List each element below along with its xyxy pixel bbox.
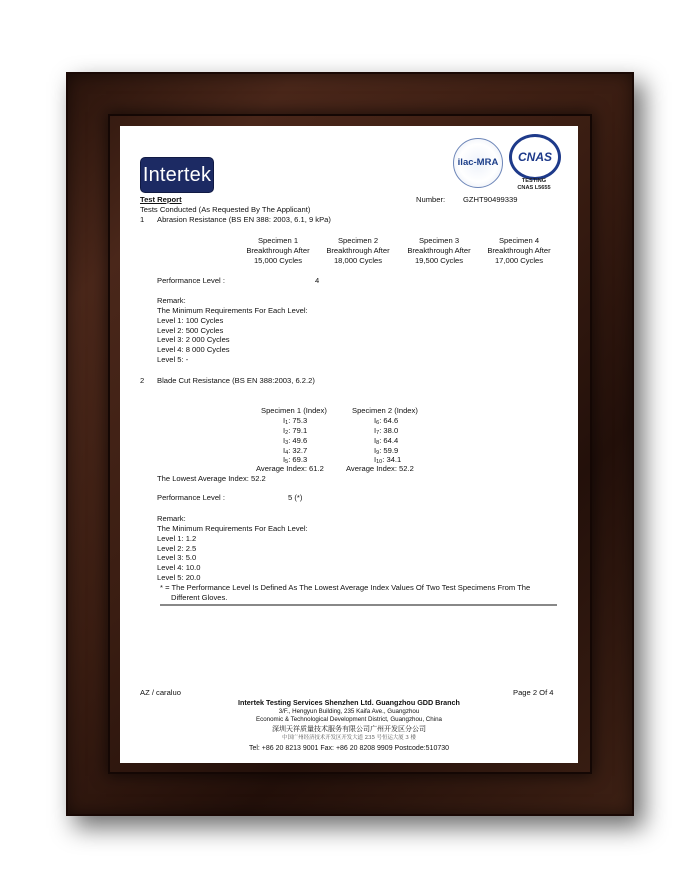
- note-line2: Different Gloves.: [171, 593, 228, 602]
- index-subscript: 1: [285, 420, 289, 426]
- index-symbol: I: [374, 435, 377, 445]
- index-value: : 79.1: [288, 425, 308, 435]
- index-row: [374, 446, 401, 456]
- footer-address2: Economic & Technological Development District, Guangzhou, China: [256, 716, 442, 723]
- section2-number: 2: [140, 376, 145, 385]
- index-subscript: 10: [376, 459, 383, 466]
- specimen-line2: 19,500 Cycles: [414, 255, 464, 265]
- index-subscript: 2: [285, 429, 289, 436]
- tests-intro: Tests Conducted (As Requested By The Applicant): [140, 205, 311, 214]
- number-label: Number:: [416, 195, 446, 204]
- level-line: Level 4: 8 000 Cycles: [157, 345, 230, 355]
- index-subscript: 8: [376, 439, 380, 446]
- level-line: Level 3: 2 000 Cycles: [157, 335, 230, 345]
- index-subscript: 9: [376, 449, 380, 456]
- index-symbol: I: [283, 455, 286, 465]
- index-row: [374, 426, 401, 436]
- specimen-name: Specimen 4: [498, 236, 540, 245]
- specimen3-block: [399, 236, 479, 266]
- intertek-logo: Intertek: [141, 158, 213, 192]
- min-req-label: The Minimum Requirements For Each Level:: [157, 305, 308, 315]
- index-symbol: I: [283, 416, 286, 425]
- level-line: Level 1: 1.2: [157, 533, 197, 543]
- index-subscript: 3: [285, 439, 289, 446]
- level-line: Level 1: 100 Cycles: [157, 315, 224, 325]
- min-req-label: The Minimum Requirements For Each Level:: [157, 523, 308, 533]
- note-line1: * = The Performance Level Is Defined As The Lowest Average Index Values Of Two Test Specimens From The: [160, 583, 531, 592]
- footer-contact: Tel: +86 20 8213 9001 Fax: +86 20 8208 9909 Postcode:510730: [248, 745, 450, 752]
- index-row: [283, 426, 307, 436]
- index-value: : 38.0: [379, 425, 399, 435]
- section1-perf-label: Performance Level :: [157, 276, 225, 285]
- remark-label: Remark:: [157, 296, 186, 305]
- spec1-average: Average Index: 61.2: [256, 464, 324, 473]
- footer-address1: 3/F., Hengyun Building, 235 Kaifa Ave., Guangzhou: [278, 708, 420, 715]
- spec2-average: Average Index: 52.2: [346, 464, 414, 473]
- cnas-logo: CNAS: [509, 134, 561, 180]
- spec2-header: Specimen 2 (Index): [352, 406, 418, 415]
- specimen-name: Specimen 2: [337, 236, 379, 245]
- index-symbol: I: [283, 435, 286, 445]
- index-value: : 59.9: [379, 445, 399, 455]
- index-symbol: I: [374, 416, 377, 425]
- index-value: : 64.4: [379, 435, 399, 445]
- specimen-line2: 17,000 Cycles: [494, 255, 544, 265]
- specimen-line2: 18,000 Cycles: [333, 255, 383, 265]
- index-subscript: 4: [285, 449, 289, 456]
- specimen2-block: [318, 236, 398, 266]
- index-value: : 69.3: [288, 455, 308, 465]
- section1-title: Abrasion Resistance (BS EN 388: 2003, 6.1, 9 kPa): [157, 215, 331, 224]
- specimen1-block: [238, 236, 318, 266]
- specimen-line1: Breakthrough After: [487, 245, 551, 255]
- section-divider: [160, 604, 557, 606]
- index-subscript: 7: [376, 429, 380, 436]
- index-symbol: I: [374, 445, 377, 455]
- index-row: [374, 436, 401, 446]
- index-symbol: I: [283, 425, 286, 435]
- number-value: GZHT90499339: [463, 195, 518, 204]
- cnas-number-label: CNAS L5655: [517, 185, 551, 191]
- level-line: Level 2: 500 Cycles: [157, 325, 224, 335]
- level-line: Level 5: 20.0: [157, 573, 201, 583]
- spec2-index-list: [374, 416, 401, 465]
- spec1-header: Specimen 1 (Index): [261, 406, 327, 415]
- section2-perf-label: Performance Level :: [157, 493, 225, 502]
- section1-perf-value: 4: [315, 276, 320, 285]
- index-value: : 32.7: [288, 445, 308, 455]
- report-page: [120, 126, 578, 763]
- specimen4-block: [479, 236, 559, 266]
- cnas-seal: [506, 134, 562, 192]
- report-title: Test Report: [140, 195, 182, 204]
- index-subscript: 6: [376, 420, 380, 426]
- specimen-line1: Breakthrough After: [246, 245, 310, 255]
- footer-cn-address: 中国广州经济技术开发区开发大道 235 号恒运大厦 3 楼: [282, 735, 416, 741]
- level-line: Level 4: 10.0: [157, 563, 201, 573]
- level-line: Level 2: 2.5: [157, 543, 197, 553]
- specimen-name: Specimen 3: [418, 236, 460, 245]
- index-value: : 49.6: [288, 435, 308, 445]
- spec1-index-list: [283, 416, 307, 465]
- lowest-average: The Lowest Average Index: 52.2: [157, 474, 266, 483]
- specimen-line1: Breakthrough After: [407, 245, 471, 255]
- level-line: Level 5: -: [157, 355, 189, 365]
- author-initials: AZ / caraluo: [140, 688, 181, 697]
- index-symbol: I: [374, 425, 377, 435]
- ilac-mra-seal: ilac-MRA: [453, 138, 503, 188]
- cnas-testing-label: TESTING: [521, 178, 547, 184]
- specimen-name: Specimen 1: [257, 236, 299, 245]
- section2-remarks: [157, 514, 308, 583]
- level-line: Level 3: 5.0: [157, 553, 197, 563]
- specimen-line2: 15,000 Cycles: [253, 255, 303, 265]
- footer-cn-company: 深圳天祥质量技术服务有限公司广州开发区分公司: [272, 725, 426, 733]
- index-value: : 64.6: [379, 416, 399, 425]
- page-number: Page 2 Of 4: [513, 688, 554, 697]
- section2-perf-value: 5 (*): [288, 493, 303, 502]
- section2-title: Blade Cut Resistance (BS EN 388:2003, 6.2.2): [157, 376, 315, 385]
- remark-label: Remark:: [157, 514, 186, 523]
- footer-company: Intertek Testing Services Shenzhen Ltd. Guangzhou GDD Branch: [238, 698, 460, 707]
- index-symbol: I: [374, 455, 377, 465]
- section1-number: 1: [140, 215, 145, 224]
- index-row: [283, 436, 307, 446]
- index-row: [283, 446, 307, 456]
- index-row: [283, 416, 307, 426]
- specimen-line1: Breakthrough After: [326, 245, 390, 255]
- section1-remarks: [157, 296, 308, 365]
- index-symbol: I: [283, 445, 286, 455]
- index-row: [374, 416, 401, 426]
- index-value: : 75.3: [288, 416, 308, 425]
- index-value: : 34.1: [382, 455, 402, 465]
- index-subscript: 5: [285, 459, 289, 466]
